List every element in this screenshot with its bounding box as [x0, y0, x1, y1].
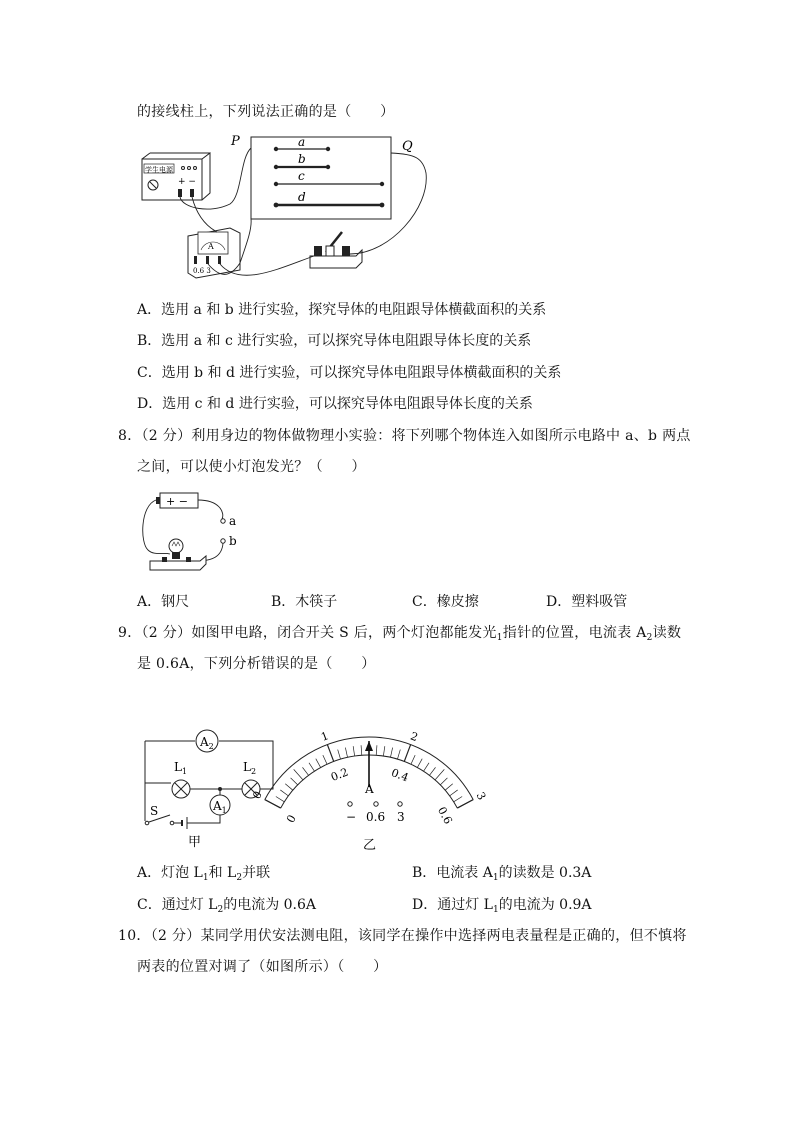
- dial-tick: [353, 746, 354, 756]
- q8-option-b[interactable]: B．木筷子: [271, 594, 338, 610]
- q9-option-b[interactable]: B．电流表 $A_1$的读数是 0.3A: [412, 865, 592, 883]
- q9-stem-line1: 9．（2 分）如图甲电路，闭合开关 S 后，两个灯泡都能发光$_1$指针的位置，电流表 $A_2$读数: [118, 625, 682, 643]
- q9-jia-caption: 甲: [188, 835, 202, 850]
- dial-tick: [429, 767, 435, 775]
- q7-option-a[interactable]: A．选用 a 和 b 进行实验，探究导体的电阻跟导体横截面积的关系: [137, 302, 547, 318]
- q7-ammeter-label: A: [208, 242, 214, 251]
- q9-yi-term-neg: −: [346, 810, 357, 824]
- q7-power-label: 学生电源: [145, 166, 173, 174]
- dial-lower-tick-label: 0: [284, 812, 299, 825]
- dial-tick: [309, 763, 314, 771]
- dial-tick: [397, 750, 400, 760]
- dial-lower-tick-label: 0.6: [434, 804, 455, 827]
- q7-circuit-figure: [130, 128, 450, 278]
- q9-option-c[interactable]: C．通过灯 $L_2$的电流为 0.6A: [137, 897, 317, 915]
- q8-stem-line1: 8．（2 分）利用身边的物体做物理小实验：将下列哪个物体连入如图所示电路中 a、b 两点: [118, 428, 691, 444]
- q8-label-a: a: [229, 514, 237, 528]
- dial-tick: [291, 778, 298, 785]
- q8-option-c[interactable]: C．橡皮擦: [412, 594, 479, 610]
- dial-tick: [411, 755, 415, 764]
- dial-tick: [457, 800, 473, 808]
- q7-label-P: P: [231, 134, 240, 149]
- dial-upper-tick-label: 3: [473, 789, 489, 803]
- q7-wire-c: c: [298, 169, 305, 183]
- q8-circuit-figure: [140, 488, 250, 578]
- q7-ammeter-scale: 0.6 3: [193, 267, 211, 275]
- q7-option-b[interactable]: B．选用 a 和 c 进行实验，可以探究导体电阻跟导体长度的关系: [137, 333, 532, 349]
- dial-tick: [417, 759, 422, 768]
- dial-upper-tick-label: 0: [250, 789, 265, 802]
- dial-upper-tick-label: 2: [408, 729, 420, 745]
- dial-tick: [440, 778, 447, 785]
- q9-yi-caption: 乙: [363, 838, 377, 853]
- dial-tick: [327, 745, 333, 762]
- q9-option-d[interactable]: D．通过灯 $L_1$的电流为 0.9A: [412, 897, 592, 915]
- q9-circuit-jia: [140, 725, 280, 855]
- q8-battery-label: + −: [166, 495, 188, 508]
- dial-tick: [454, 796, 462, 801]
- dial-tick: [450, 790, 458, 796]
- q9-jia-L2: $L_2$: [243, 760, 257, 776]
- q7-wire-d: d: [298, 190, 306, 204]
- q10-stem-line2: 两表的位置对调了（如图所示）（ ）: [137, 959, 388, 975]
- q9-jia-A1: $A_1$: [213, 799, 227, 815]
- dial-upper-tick-label: 1: [319, 729, 331, 744]
- q9-stem-line2: 是 0.6A，下列分析错误的是（ ）: [137, 656, 376, 672]
- q7-wire-b: b: [298, 152, 306, 166]
- dial-tick: [390, 748, 392, 758]
- dial-tick: [302, 767, 308, 775]
- dial-tick: [338, 750, 341, 760]
- dial-lower-tick-label: 0.2: [329, 765, 351, 784]
- dial-tick: [361, 745, 362, 755]
- q9-option-a[interactable]: A．灯泡 $L_1$和 $L_2$并联: [137, 865, 271, 883]
- dial-pointer-head: [365, 741, 373, 751]
- q9-jia-S: S: [150, 804, 159, 818]
- q9-yi-unit: A: [365, 782, 374, 796]
- dial-lower-tick-label: 0.4: [389, 766, 411, 785]
- dial-tick: [445, 784, 453, 790]
- dial-tick: [280, 790, 288, 796]
- dial-tick: [383, 746, 384, 756]
- q9-jia-L1: $L_1$: [174, 760, 188, 776]
- q7-option-d[interactable]: D．选用 c 和 d 进行实验，可以探究导体电阻跟导体长度的关系: [137, 396, 533, 412]
- q10-stem-line1: 10．（2 分）某同学用伏安法测电阻，该同学在操作中选择两电表量程是正确的，但不慎将: [118, 928, 687, 944]
- q8-option-d[interactable]: D．塑料吸管: [546, 594, 628, 610]
- dial-tick: [285, 784, 293, 790]
- dial-tick: [345, 748, 347, 758]
- dial-tick: [323, 755, 327, 764]
- dial-tick: [316, 759, 321, 768]
- q7-option-c[interactable]: C．选用 b 和 d 进行实验，可以探究导体电阻跟导体横截面积的关系: [137, 365, 562, 381]
- q8-option-a[interactable]: A．钢尺: [137, 594, 190, 610]
- dial-tick: [376, 745, 377, 755]
- q7-label-Q: Q: [402, 139, 413, 154]
- dial-tick: [294, 769, 303, 780]
- q9-yi-term-3: 3: [397, 810, 405, 824]
- dial-tick: [404, 745, 410, 762]
- q7-stem-tail: 的接线柱上，下列说法正确的是（ ）: [137, 104, 395, 120]
- q7-wire-a: a: [298, 135, 306, 149]
- q8-label-b: b: [229, 534, 237, 548]
- q9-yi-term-06: 0.6: [366, 810, 386, 824]
- dial-tick: [435, 769, 444, 780]
- q9-jia-A2: $A_2$: [200, 735, 214, 751]
- dial-tick: [424, 763, 429, 771]
- q8-stem-line2: 之间，可以使小灯泡发光？（ ）: [137, 459, 366, 475]
- q7-power-terms: + −: [178, 177, 196, 187]
